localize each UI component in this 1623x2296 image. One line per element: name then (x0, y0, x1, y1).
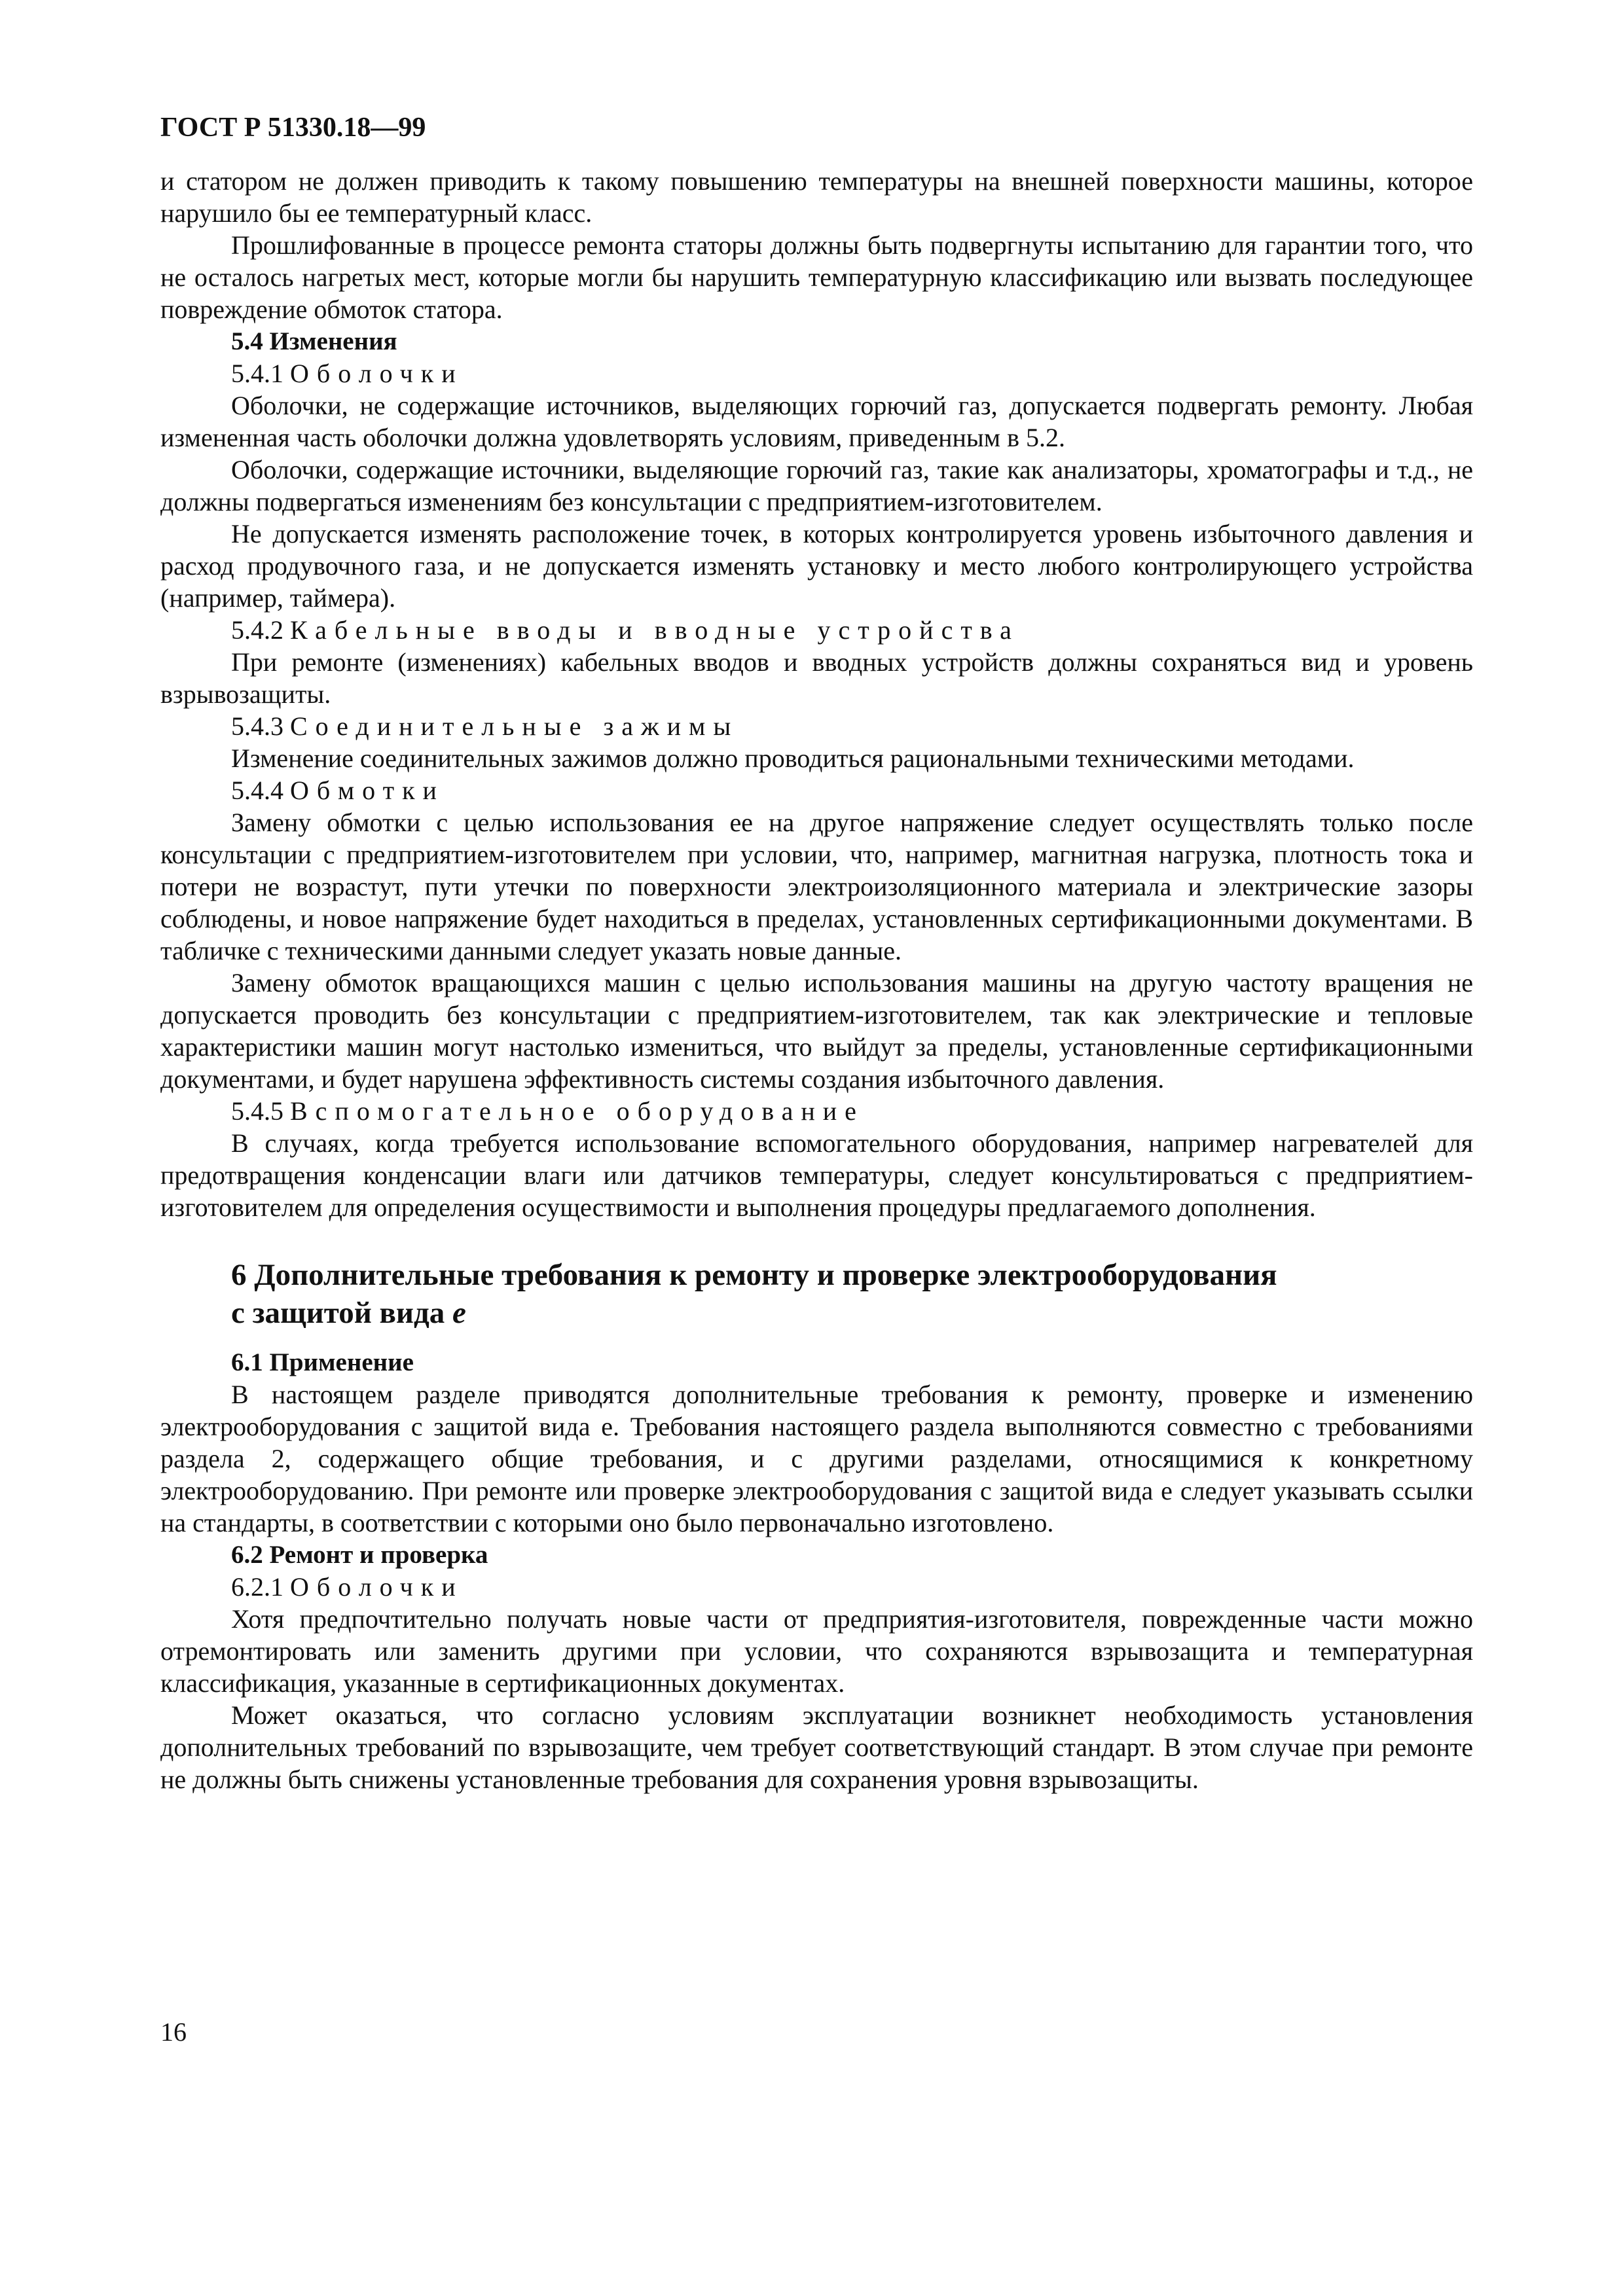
subsection-heading: 6.2 Ремонт и проверка (231, 1541, 488, 1569)
clause-heading (231, 710, 1473, 742)
subsection-heading: 5.4 Изменения (231, 327, 397, 355)
paragraph: Изменение соединительных зажимов должно проводиться рациональными техническими методами. (231, 744, 1355, 773)
section-heading (231, 1256, 1473, 1332)
clause-number: 5.4.3 (231, 711, 283, 741)
clause-heading (231, 357, 1473, 389)
clause-number: 6.2.1 (231, 1572, 283, 1602)
clause-number: 5.4.2 (231, 615, 283, 645)
paragraph: Замену обмотки с целью использования ее на другое напряжение следует осуществлять только после консультации с предприятием-изготовителем при условии, что, например, магнитная нагрузка, плотность тока и потери не возрастут, пути утечки по поверхности электроизоляционного материала и электрические зазоры соблюдены, и новое напряжение будет находиться в пределах, установленных сертификационными документами. В табличке с техническими данными следует указать новые данные. (160, 808, 1473, 965)
clause-heading (231, 614, 1473, 646)
paragraph: Не допускается изменять расположение точек, в которых контролируется уровень избыточного давления и расход продувочного газа, и не допускается изменять установку и место любого контролирующего устройства (например, таймера). (160, 519, 1473, 613)
paragraph: Прошлифованные в процессе ремонта статоры должны быть подвергнуты испытанию для гарантии того, что не осталось нагретых мест, которые могли бы нарушить температурную классификацию или вызвать последующее повреждение обмоток статора. (160, 230, 1473, 324)
paragraph: Может оказаться, что согласно условиям эксплуатации возникнет необходимость установления дополнительных требований по взрывозащите, чем требует соответствующий стандарт. В этом случае при ремонте не должны быть снижены установленные требования для сохранения уровня взрывозащиты. (160, 1700, 1473, 1794)
paragraph: Замену обмоток вращающихся машин с целью использования машины на другую частоту вращения не допускается проводить без консультации с предприятием-изготовителем, так как электрические и тепловые характеристики машин могут настолько измениться, что выйдут за пределы, установленные сертификационными документами, и будет нарушена эффективность системы создания избыточного давления. (160, 968, 1473, 1094)
document-page (160, 111, 1473, 1795)
page-number: 16 (160, 2017, 187, 2047)
paragraph: Оболочки, не содержащие источников, выделяющих горючий газ, допускается подвергать ремонту. Любая измененная часть оболочки должна удовлетворять условиям, приведенным в 5.2. (160, 391, 1473, 452)
subsection-heading: 6.1 Применение (231, 1348, 414, 1376)
clause-title: Оболочки (290, 359, 464, 388)
clause-title: Кабельные вводы и вводные устройства (290, 615, 1019, 645)
clause-number: 5.4.1 (231, 359, 283, 388)
paragraph: Хотя предпочтительно получать новые части от предприятия-изготовителя, поврежденные части можно отремонтировать или заменить другими при условии, что сохраняются взрывозащита и температурная классификация, указанные в сертификационных документах. (160, 1604, 1473, 1698)
paragraph: При ремонте (изменениях) кабельных вводов и вводных устройств должны сохраняться вид и уровень взрывозащиты. (160, 647, 1473, 709)
clause-title: Соединительные зажимы (290, 711, 739, 741)
paragraph: В случаях, когда требуется использование вспомогательного оборудования, например нагревателей для предотвращения конденсации влаги или датчиков температуры, следует консультироваться с предприятием-изготовителем для определения осуществимости и выполнения процедуры предлагаемого дополнения. (160, 1128, 1473, 1222)
clause-number: 5.4.4 (231, 776, 283, 805)
paragraph: Оболочки, содержащие источники, выделяющие горючий газ, такие как анализаторы, хроматографы и т.д., не должны подвергаться изменениям без консультации с предприятием-изготовителем. (160, 455, 1473, 516)
protection-type-letter: e (452, 1296, 466, 1330)
section-heading-line1: 6 Дополнительные требования к ремонту и проверке электрооборудования (231, 1258, 1277, 1292)
clause-heading (231, 774, 1473, 806)
document-header: ГОСТ Р 51330.18—99 (160, 113, 426, 143)
clause-heading (231, 1571, 1473, 1603)
document-body (160, 165, 1473, 1795)
clause-number: 5.4.5 (231, 1096, 283, 1126)
clause-title: Обмотки (290, 776, 445, 805)
clause-title: Оболочки (290, 1572, 464, 1602)
clause-heading (231, 1095, 1473, 1127)
paragraph: В настоящем разделе приводятся дополнительные требования к ремонту, проверке и изменению электрооборудования с защитой вида е. Требования настоящего раздела выполняются совместно с требованиями раздела 2, содержащего общие требования, и с другими разделами, относящимися к конкретному электрооборудованию. При ремонте или проверке электрооборудования с защитой вида е следует указывать ссылки на стандарты, в соответствии с которыми оно было первоначально изготовлено. (160, 1380, 1473, 1537)
clause-title: Вспомогательное оборудование (290, 1096, 864, 1126)
paragraph: и статором не должен приводить к такому повышению температуры на внешней поверхности машины, которое нарушило бы ее температурный класс. (160, 166, 1473, 228)
section-heading-line2: с защитой вида (231, 1296, 453, 1330)
